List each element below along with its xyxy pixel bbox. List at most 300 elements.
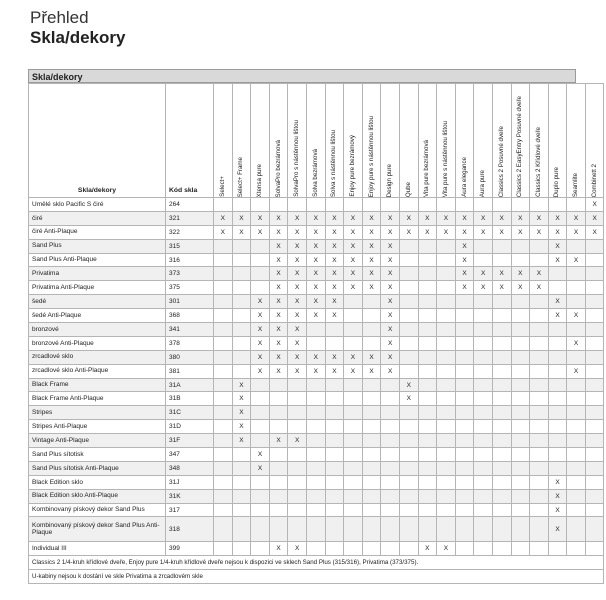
row-glass-code: 315 bbox=[166, 239, 214, 253]
availability-cell bbox=[530, 448, 549, 462]
availability-cell bbox=[418, 198, 437, 212]
availability-cell: X bbox=[381, 267, 400, 281]
table-header-row bbox=[29, 84, 604, 198]
table-row bbox=[29, 295, 604, 309]
availability-cell bbox=[530, 406, 549, 420]
availability-cell bbox=[306, 448, 325, 462]
availability-cell bbox=[530, 323, 549, 337]
availability-cell bbox=[548, 542, 567, 556]
availability-cell bbox=[251, 489, 270, 503]
availability-cell: X bbox=[288, 211, 307, 225]
availability-cell bbox=[362, 309, 381, 323]
availability-cell bbox=[399, 198, 418, 212]
availability-cell bbox=[492, 239, 511, 253]
table-footnote: Classics 2 1/4-kruh křídlové dveře, Enjoy pure 1/4-kruh křídlové dveře nejsou k dispozici ve sklech Sand Plus (315/316), Privatima (373/375). bbox=[29, 556, 604, 570]
availability-cell: X bbox=[288, 364, 307, 378]
availability-cell bbox=[418, 489, 437, 503]
availability-cell: X bbox=[548, 239, 567, 253]
availability-cell: X bbox=[455, 253, 474, 267]
availability-cell bbox=[381, 198, 400, 212]
availability-cell: X bbox=[381, 336, 400, 350]
availability-cell: X bbox=[362, 225, 381, 239]
availability-cell bbox=[585, 448, 604, 462]
availability-cell bbox=[437, 267, 456, 281]
availability-cell: X bbox=[251, 211, 270, 225]
availability-cell bbox=[437, 364, 456, 378]
availability-cell bbox=[474, 448, 493, 462]
availability-cell bbox=[214, 198, 233, 212]
availability-cell bbox=[530, 253, 549, 267]
availability-cell: X bbox=[548, 503, 567, 517]
availability-cell: X bbox=[492, 225, 511, 239]
availability-cell bbox=[344, 434, 363, 448]
availability-cell: X bbox=[269, 350, 288, 364]
column-header-product-label: Xtensa pure bbox=[255, 163, 263, 197]
availability-cell bbox=[492, 392, 511, 406]
availability-cell: X bbox=[567, 225, 586, 239]
availability-cell: X bbox=[474, 225, 493, 239]
availability-cell: X bbox=[548, 475, 567, 489]
column-header-product bbox=[251, 84, 270, 198]
table-row bbox=[29, 281, 604, 295]
availability-cell bbox=[214, 406, 233, 420]
availability-cell: X bbox=[306, 211, 325, 225]
availability-cell bbox=[344, 448, 363, 462]
availability-cell: X bbox=[269, 225, 288, 239]
availability-cell bbox=[492, 448, 511, 462]
availability-cell: X bbox=[269, 239, 288, 253]
row-glass-code: 31K bbox=[166, 489, 214, 503]
row-glass-name: Black Frame bbox=[29, 378, 166, 392]
page-header bbox=[30, 8, 125, 48]
availability-cell bbox=[399, 239, 418, 253]
availability-cell bbox=[585, 489, 604, 503]
availability-cell bbox=[269, 448, 288, 462]
row-glass-code: 378 bbox=[166, 336, 214, 350]
row-glass-code: 31B bbox=[166, 392, 214, 406]
availability-cell bbox=[251, 392, 270, 406]
availability-cell bbox=[288, 198, 307, 212]
row-glass-name: Black Edition sklo bbox=[29, 475, 166, 489]
availability-cell bbox=[344, 517, 363, 542]
availability-cell bbox=[530, 350, 549, 364]
availability-cell bbox=[232, 198, 251, 212]
availability-cell: X bbox=[548, 211, 567, 225]
row-glass-code: 301 bbox=[166, 295, 214, 309]
availability-cell bbox=[511, 350, 530, 364]
availability-cell bbox=[232, 323, 251, 337]
availability-cell bbox=[251, 253, 270, 267]
availability-cell bbox=[511, 406, 530, 420]
availability-cell bbox=[474, 434, 493, 448]
table-caption: Skla/dekory bbox=[28, 69, 576, 83]
availability-cell bbox=[455, 309, 474, 323]
column-header-product bbox=[492, 84, 511, 198]
availability-cell: X bbox=[325, 295, 344, 309]
availability-cell bbox=[585, 350, 604, 364]
availability-cell bbox=[437, 392, 456, 406]
availability-cell bbox=[325, 392, 344, 406]
availability-cell bbox=[492, 461, 511, 475]
availability-cell bbox=[399, 364, 418, 378]
footnote-row bbox=[29, 556, 604, 570]
availability-cell: X bbox=[530, 281, 549, 295]
table-row bbox=[29, 420, 604, 434]
availability-cell: X bbox=[306, 281, 325, 295]
availability-cell bbox=[418, 350, 437, 364]
availability-cell bbox=[548, 420, 567, 434]
availability-cell bbox=[306, 406, 325, 420]
availability-cell bbox=[214, 295, 233, 309]
table-row bbox=[29, 542, 604, 556]
row-glass-name: Privatima bbox=[29, 267, 166, 281]
availability-cell bbox=[251, 281, 270, 295]
availability-cell: X bbox=[567, 364, 586, 378]
table-row bbox=[29, 239, 604, 253]
availability-cell bbox=[474, 309, 493, 323]
availability-cell bbox=[418, 503, 437, 517]
table-row bbox=[29, 461, 604, 475]
availability-cell bbox=[548, 364, 567, 378]
availability-cell: X bbox=[306, 350, 325, 364]
availability-cell bbox=[251, 406, 270, 420]
availability-cell bbox=[585, 336, 604, 350]
table-row bbox=[29, 309, 604, 323]
availability-cell bbox=[214, 420, 233, 434]
availability-cell bbox=[567, 239, 586, 253]
row-glass-code: 317 bbox=[166, 503, 214, 517]
availability-cell bbox=[437, 239, 456, 253]
availability-cell bbox=[567, 295, 586, 309]
row-glass-name: bronzové Anti-Plaque bbox=[29, 336, 166, 350]
row-glass-code: 381 bbox=[166, 364, 214, 378]
availability-cell: X bbox=[269, 253, 288, 267]
availability-cell bbox=[362, 378, 381, 392]
availability-cell bbox=[511, 239, 530, 253]
availability-cell bbox=[232, 350, 251, 364]
availability-cell bbox=[232, 267, 251, 281]
availability-cell bbox=[269, 378, 288, 392]
availability-cell bbox=[269, 461, 288, 475]
column-header-product-label: Classics 2 Křídlové dveře bbox=[534, 127, 542, 197]
availability-cell: X bbox=[437, 225, 456, 239]
column-header-product bbox=[232, 84, 251, 198]
availability-cell: X bbox=[362, 281, 381, 295]
availability-cell bbox=[585, 475, 604, 489]
column-header-product-label: SolvaPro s nástěnnou lištou bbox=[293, 120, 301, 197]
availability-cell bbox=[530, 309, 549, 323]
availability-cell bbox=[548, 323, 567, 337]
availability-cell bbox=[548, 434, 567, 448]
availability-cell bbox=[251, 378, 270, 392]
availability-cell bbox=[418, 253, 437, 267]
availability-cell bbox=[437, 281, 456, 295]
availability-cell bbox=[251, 420, 270, 434]
availability-cell bbox=[437, 406, 456, 420]
availability-cell bbox=[511, 434, 530, 448]
availability-cell: X bbox=[437, 211, 456, 225]
availability-cell bbox=[455, 392, 474, 406]
availability-cell bbox=[362, 198, 381, 212]
availability-cell bbox=[214, 364, 233, 378]
availability-cell: X bbox=[362, 253, 381, 267]
column-header-product-label: Vita pure s nástěnnou lištou bbox=[441, 120, 449, 197]
availability-cell bbox=[548, 378, 567, 392]
availability-cell: X bbox=[269, 542, 288, 556]
availability-cell bbox=[437, 475, 456, 489]
column-header-product-label: Classics 2 EasyEntry Posuvné dveře bbox=[516, 95, 524, 197]
table-row bbox=[29, 350, 604, 364]
availability-cell: X bbox=[306, 239, 325, 253]
availability-cell bbox=[306, 461, 325, 475]
availability-cell bbox=[585, 434, 604, 448]
availability-cell bbox=[269, 392, 288, 406]
availability-cell: X bbox=[232, 434, 251, 448]
availability-cell bbox=[455, 350, 474, 364]
availability-cell: X bbox=[399, 211, 418, 225]
availability-cell: X bbox=[381, 295, 400, 309]
availability-cell bbox=[399, 475, 418, 489]
availability-cell bbox=[492, 489, 511, 503]
table-row bbox=[29, 475, 604, 489]
availability-cell bbox=[492, 350, 511, 364]
availability-cell bbox=[325, 517, 344, 542]
availability-cell bbox=[585, 406, 604, 420]
table-row bbox=[29, 406, 604, 420]
availability-cell bbox=[455, 434, 474, 448]
glass-decor-table-wrapper bbox=[28, 69, 598, 584]
column-header-product-label: Solva s nástěnnou lištou bbox=[330, 129, 338, 197]
availability-cell bbox=[214, 239, 233, 253]
availability-cell bbox=[474, 378, 493, 392]
availability-cell: X bbox=[306, 364, 325, 378]
availability-cell bbox=[455, 503, 474, 517]
availability-cell bbox=[288, 503, 307, 517]
availability-cell bbox=[455, 295, 474, 309]
availability-cell bbox=[399, 350, 418, 364]
availability-cell bbox=[548, 461, 567, 475]
availability-cell bbox=[214, 350, 233, 364]
availability-cell: X bbox=[511, 267, 530, 281]
column-header-product bbox=[418, 84, 437, 198]
availability-cell bbox=[548, 392, 567, 406]
availability-cell bbox=[232, 336, 251, 350]
availability-cell bbox=[306, 392, 325, 406]
availability-cell bbox=[585, 503, 604, 517]
availability-cell bbox=[381, 542, 400, 556]
table-row bbox=[29, 448, 604, 462]
availability-cell bbox=[530, 503, 549, 517]
availability-cell bbox=[567, 517, 586, 542]
glass-decor-table bbox=[28, 83, 604, 584]
availability-cell bbox=[437, 448, 456, 462]
availability-cell: X bbox=[269, 281, 288, 295]
availability-cell bbox=[585, 542, 604, 556]
availability-cell bbox=[344, 489, 363, 503]
column-header-product bbox=[567, 84, 586, 198]
availability-cell bbox=[232, 542, 251, 556]
availability-cell bbox=[325, 461, 344, 475]
availability-cell: X bbox=[269, 336, 288, 350]
availability-cell bbox=[399, 323, 418, 337]
availability-cell: X bbox=[585, 211, 604, 225]
column-header-product bbox=[474, 84, 493, 198]
availability-cell: X bbox=[399, 225, 418, 239]
availability-cell bbox=[474, 295, 493, 309]
availability-cell bbox=[251, 475, 270, 489]
availability-cell bbox=[567, 323, 586, 337]
availability-cell bbox=[455, 378, 474, 392]
column-header-product-label: Enjoy pure bezrámový bbox=[348, 135, 356, 197]
availability-cell: X bbox=[306, 225, 325, 239]
availability-cell bbox=[399, 542, 418, 556]
table-row bbox=[29, 392, 604, 406]
row-glass-name: Stripes bbox=[29, 406, 166, 420]
column-header-product bbox=[269, 84, 288, 198]
availability-cell bbox=[362, 323, 381, 337]
availability-cell bbox=[381, 406, 400, 420]
availability-cell bbox=[362, 461, 381, 475]
row-glass-name: Black Frame Anti-Plaque bbox=[29, 392, 166, 406]
availability-cell: X bbox=[344, 225, 363, 239]
availability-cell bbox=[474, 364, 493, 378]
availability-cell bbox=[232, 489, 251, 503]
availability-cell: X bbox=[344, 239, 363, 253]
availability-cell bbox=[530, 461, 549, 475]
availability-cell: X bbox=[511, 225, 530, 239]
availability-cell bbox=[437, 420, 456, 434]
availability-cell bbox=[381, 392, 400, 406]
availability-cell bbox=[344, 309, 363, 323]
availability-cell: X bbox=[251, 336, 270, 350]
row-glass-name: Privatima Anti-Plaque bbox=[29, 281, 166, 295]
row-glass-name: Individual III bbox=[29, 542, 166, 556]
availability-cell bbox=[214, 461, 233, 475]
availability-cell: X bbox=[306, 309, 325, 323]
availability-cell: X bbox=[325, 211, 344, 225]
availability-cell: X bbox=[381, 364, 400, 378]
availability-cell bbox=[511, 309, 530, 323]
availability-cell: X bbox=[548, 489, 567, 503]
availability-cell bbox=[474, 489, 493, 503]
availability-cell bbox=[269, 517, 288, 542]
availability-cell bbox=[530, 489, 549, 503]
availability-cell: X bbox=[418, 211, 437, 225]
availability-cell: X bbox=[288, 267, 307, 281]
availability-cell bbox=[399, 309, 418, 323]
availability-cell: X bbox=[381, 225, 400, 239]
table-row bbox=[29, 211, 604, 225]
column-header-product-label: SolvaPro bezrámová bbox=[274, 139, 282, 197]
availability-cell bbox=[530, 542, 549, 556]
availability-cell bbox=[325, 434, 344, 448]
availability-cell bbox=[437, 434, 456, 448]
availability-cell bbox=[325, 542, 344, 556]
availability-cell bbox=[418, 281, 437, 295]
availability-cell bbox=[530, 336, 549, 350]
availability-cell bbox=[362, 295, 381, 309]
availability-cell bbox=[214, 253, 233, 267]
availability-cell bbox=[474, 503, 493, 517]
availability-cell: X bbox=[362, 350, 381, 364]
availability-cell bbox=[269, 198, 288, 212]
availability-cell bbox=[269, 475, 288, 489]
availability-cell bbox=[492, 198, 511, 212]
availability-cell bbox=[399, 461, 418, 475]
availability-cell: X bbox=[418, 225, 437, 239]
availability-cell bbox=[362, 406, 381, 420]
availability-cell bbox=[251, 434, 270, 448]
row-glass-name: čiré bbox=[29, 211, 166, 225]
row-glass-name: bronzové bbox=[29, 323, 166, 337]
table-row bbox=[29, 336, 604, 350]
availability-cell bbox=[344, 392, 363, 406]
availability-cell bbox=[511, 517, 530, 542]
availability-cell bbox=[567, 267, 586, 281]
availability-cell bbox=[232, 295, 251, 309]
availability-cell: X bbox=[269, 211, 288, 225]
availability-cell: X bbox=[251, 364, 270, 378]
row-glass-code: 31F bbox=[166, 434, 214, 448]
availability-cell bbox=[399, 503, 418, 517]
availability-cell bbox=[585, 295, 604, 309]
availability-cell bbox=[492, 295, 511, 309]
availability-cell bbox=[548, 350, 567, 364]
availability-cell bbox=[344, 378, 363, 392]
availability-cell bbox=[455, 517, 474, 542]
table-row bbox=[29, 434, 604, 448]
availability-cell: X bbox=[325, 364, 344, 378]
availability-cell bbox=[344, 323, 363, 337]
row-glass-code: 368 bbox=[166, 309, 214, 323]
availability-cell bbox=[530, 295, 549, 309]
availability-cell bbox=[455, 336, 474, 350]
availability-cell: X bbox=[530, 267, 549, 281]
availability-cell bbox=[418, 323, 437, 337]
row-glass-name: Sand Plus Anti-Plaque bbox=[29, 253, 166, 267]
row-glass-code: 264 bbox=[166, 198, 214, 212]
availability-cell: X bbox=[232, 378, 251, 392]
availability-cell: X bbox=[288, 225, 307, 239]
column-header-product-label: Classics 2 Posuvné dveře bbox=[497, 125, 505, 197]
availability-cell bbox=[362, 517, 381, 542]
availability-cell: X bbox=[585, 225, 604, 239]
availability-cell bbox=[567, 461, 586, 475]
availability-cell bbox=[381, 475, 400, 489]
availability-cell bbox=[288, 517, 307, 542]
availability-cell bbox=[418, 406, 437, 420]
availability-cell bbox=[418, 295, 437, 309]
availability-cell: X bbox=[437, 542, 456, 556]
availability-cell: X bbox=[232, 211, 251, 225]
table-row bbox=[29, 503, 604, 517]
availability-cell bbox=[362, 489, 381, 503]
availability-cell bbox=[362, 392, 381, 406]
availability-cell bbox=[399, 281, 418, 295]
availability-cell bbox=[530, 198, 549, 212]
availability-cell bbox=[474, 336, 493, 350]
row-glass-code: 380 bbox=[166, 350, 214, 364]
availability-cell bbox=[585, 392, 604, 406]
availability-cell bbox=[232, 475, 251, 489]
availability-cell bbox=[362, 336, 381, 350]
row-glass-name: Kombinovaný pískový dekor Sand Plus Anti-Plaque bbox=[29, 517, 166, 542]
availability-cell bbox=[232, 448, 251, 462]
row-glass-code: 318 bbox=[166, 517, 214, 542]
availability-cell bbox=[567, 281, 586, 295]
availability-cell bbox=[381, 448, 400, 462]
row-glass-code: 399 bbox=[166, 542, 214, 556]
